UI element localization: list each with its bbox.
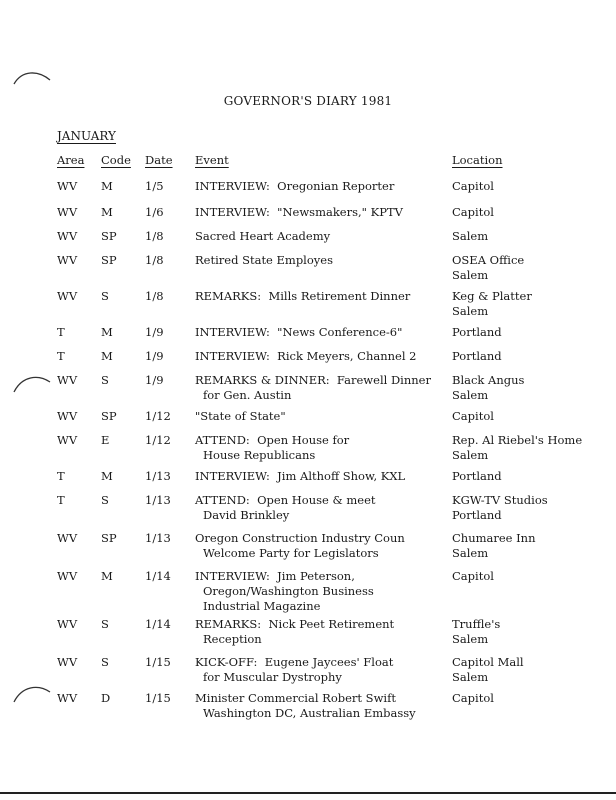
event-line: ATTEND: Open House & meet: [195, 493, 376, 507]
row-code: S: [101, 655, 109, 669]
row-area: T: [57, 349, 65, 363]
row-date: 1/13: [145, 469, 171, 483]
row-code: E: [101, 433, 110, 447]
row-code: M: [101, 205, 113, 219]
row-event: [195, 409, 286, 424]
row-code: S: [101, 493, 109, 507]
row-event: [195, 617, 394, 647]
row-area: WV: [57, 253, 78, 267]
row-date: 1/9: [145, 325, 164, 339]
event-line: Washington DC, Australian Embassy: [203, 706, 416, 720]
row-event: [195, 531, 405, 561]
location-line: Capitol: [452, 409, 494, 423]
row-code: M: [101, 179, 113, 193]
event-line: Reception: [203, 632, 262, 646]
event-line: Industrial Magazine: [203, 599, 321, 613]
row-area: WV: [57, 229, 78, 243]
row-location: [452, 691, 494, 706]
row-date: 1/13: [145, 531, 171, 545]
column-header-area: Area: [57, 153, 85, 167]
row-area: T: [57, 493, 65, 507]
row-location: [452, 409, 494, 424]
row-date: 1/8: [145, 229, 164, 243]
location-line: Capitol: [452, 205, 494, 219]
event-line: Oregon/Washington Business: [203, 584, 374, 598]
page-bottom-edge: [0, 792, 616, 794]
location-line: Truffle's: [452, 617, 501, 631]
event-line: for Gen. Austin: [203, 388, 292, 402]
row-code: S: [101, 289, 109, 303]
event-line: INTERVIEW: "Newsmakers," KPTV: [195, 205, 403, 219]
location-line: Portland: [452, 469, 502, 483]
location-line: Capitol: [452, 691, 494, 705]
row-location: [452, 493, 548, 523]
row-event: [195, 179, 394, 194]
row-date: 1/15: [145, 691, 171, 705]
location-line: OSEA Office: [452, 253, 525, 267]
event-line: INTERVIEW: Oregonian Reporter: [195, 179, 395, 193]
row-area: WV: [57, 289, 78, 303]
location-line: KGW-TV Studios: [452, 493, 548, 507]
event-line: "State of State": [195, 409, 286, 423]
row-event: [195, 433, 349, 463]
column-header-event: Event: [195, 153, 229, 167]
row-event: [195, 655, 393, 685]
event-line: Sacred Heart Academy: [195, 229, 331, 243]
row-area: T: [57, 325, 65, 339]
row-event: [195, 229, 330, 244]
row-event: [195, 289, 410, 304]
event-line: INTERVIEW: Rick Meyers, Channel 2: [195, 349, 417, 363]
event-line: INTERVIEW: Jim Althoff Show, KXL: [195, 469, 406, 483]
location-line: Salem: [452, 229, 489, 243]
event-line: REMARKS & DINNER: Farewell Dinner: [195, 373, 431, 387]
column-header-code: Code: [101, 153, 131, 167]
location-line: Salem: [452, 268, 489, 282]
row-area: WV: [57, 433, 78, 447]
event-line: ATTEND: Open House for: [195, 433, 350, 447]
row-date: 1/5: [145, 179, 164, 193]
row-area: WV: [57, 373, 78, 387]
row-date: 1/12: [145, 409, 171, 423]
row-code: SP: [101, 531, 117, 545]
row-area: WV: [57, 691, 78, 705]
row-event: [195, 373, 431, 403]
row-event: [195, 325, 402, 340]
row-code: M: [101, 569, 113, 583]
row-event: [195, 469, 405, 484]
location-line: Portland: [452, 349, 502, 363]
row-location: [452, 349, 502, 364]
row-location: [452, 617, 500, 647]
row-area: WV: [57, 655, 78, 669]
punch-hole-mark: [8, 370, 54, 400]
row-area: WV: [57, 205, 78, 219]
event-line: INTERVIEW: Jim Peterson,: [195, 569, 355, 583]
row-event: [195, 569, 374, 614]
row-code: S: [101, 373, 109, 387]
event-line: Retired State Employes: [195, 253, 333, 267]
row-location: [452, 289, 532, 319]
event-line: for Muscular Dystrophy: [203, 670, 342, 684]
event-line: REMARKS: Mills Retirement Dinner: [195, 289, 411, 303]
row-code: SP: [101, 253, 117, 267]
row-area: WV: [57, 409, 78, 423]
row-location: [452, 325, 502, 340]
column-header-date: Date: [145, 153, 173, 167]
row-code: M: [101, 469, 113, 483]
document-title: GOVERNOR'S DIARY 1981: [223, 94, 393, 108]
row-area: WV: [57, 569, 78, 583]
row-area: T: [57, 469, 65, 483]
row-area: WV: [57, 531, 78, 545]
row-code: D: [101, 691, 111, 705]
event-line: David Brinkley: [203, 508, 290, 522]
row-event: [195, 493, 376, 523]
row-area: WV: [57, 617, 78, 631]
row-date: 1/9: [145, 373, 164, 387]
row-location: [452, 569, 494, 584]
event-line: Oregon Construction Industry Coun: [195, 531, 405, 545]
row-location: [452, 253, 524, 283]
row-event: [195, 691, 416, 721]
row-date: 1/14: [145, 617, 171, 631]
location-line: Rep. Al Riebel's Home: [452, 433, 583, 447]
event-line: Minister Commercial Robert Swift: [195, 691, 396, 705]
row-area: WV: [57, 179, 78, 193]
row-code: M: [101, 325, 113, 339]
location-line: Salem: [452, 546, 489, 560]
location-line: Capitol: [452, 569, 494, 583]
event-line: House Republicans: [203, 448, 316, 462]
row-location: [452, 433, 582, 463]
row-date: 1/8: [145, 289, 164, 303]
row-date: 1/15: [145, 655, 171, 669]
row-code: M: [101, 349, 113, 363]
row-date: 1/12: [145, 433, 171, 447]
location-line: Black Angus: [452, 373, 525, 387]
row-location: [452, 531, 536, 561]
month-heading: JANUARY: [57, 129, 116, 143]
row-date: 1/9: [145, 349, 164, 363]
row-location: [452, 373, 524, 403]
location-line: Salem: [452, 632, 489, 646]
punch-hole-mark: [8, 66, 54, 96]
row-date: 1/8: [145, 253, 164, 267]
row-date: 1/6: [145, 205, 164, 219]
location-line: Salem: [452, 448, 489, 462]
row-event: [195, 205, 403, 220]
event-line: KICK-OFF: Eugene Jaycees' Float: [195, 655, 394, 669]
location-line: Chumaree Inn: [452, 531, 536, 545]
event-line: INTERVIEW: "News Conference-6": [195, 325, 403, 339]
row-location: [452, 179, 494, 194]
column-header-location: Location: [452, 153, 503, 167]
row-location: [452, 229, 488, 244]
row-code: SP: [101, 409, 117, 423]
row-code: SP: [101, 229, 117, 243]
row-event: [195, 349, 417, 364]
row-code: S: [101, 617, 109, 631]
location-line: Salem: [452, 670, 489, 684]
location-line: Salem: [452, 388, 489, 402]
event-line: REMARKS: Nick Peet Retirement: [195, 617, 395, 631]
row-event: [195, 253, 333, 268]
row-location: [452, 469, 502, 484]
row-date: 1/13: [145, 493, 171, 507]
location-line: Capitol Mall: [452, 655, 524, 669]
punch-hole-mark: [8, 680, 54, 710]
event-line: Welcome Party for Legislators: [203, 546, 379, 560]
row-date: 1/14: [145, 569, 171, 583]
location-line: Portland: [452, 508, 502, 522]
location-line: Salem: [452, 304, 489, 318]
location-line: Capitol: [452, 179, 494, 193]
location-line: Portland: [452, 325, 502, 339]
row-location: [452, 205, 494, 220]
row-location: [452, 655, 524, 685]
location-line: Keg & Platter: [452, 289, 532, 303]
